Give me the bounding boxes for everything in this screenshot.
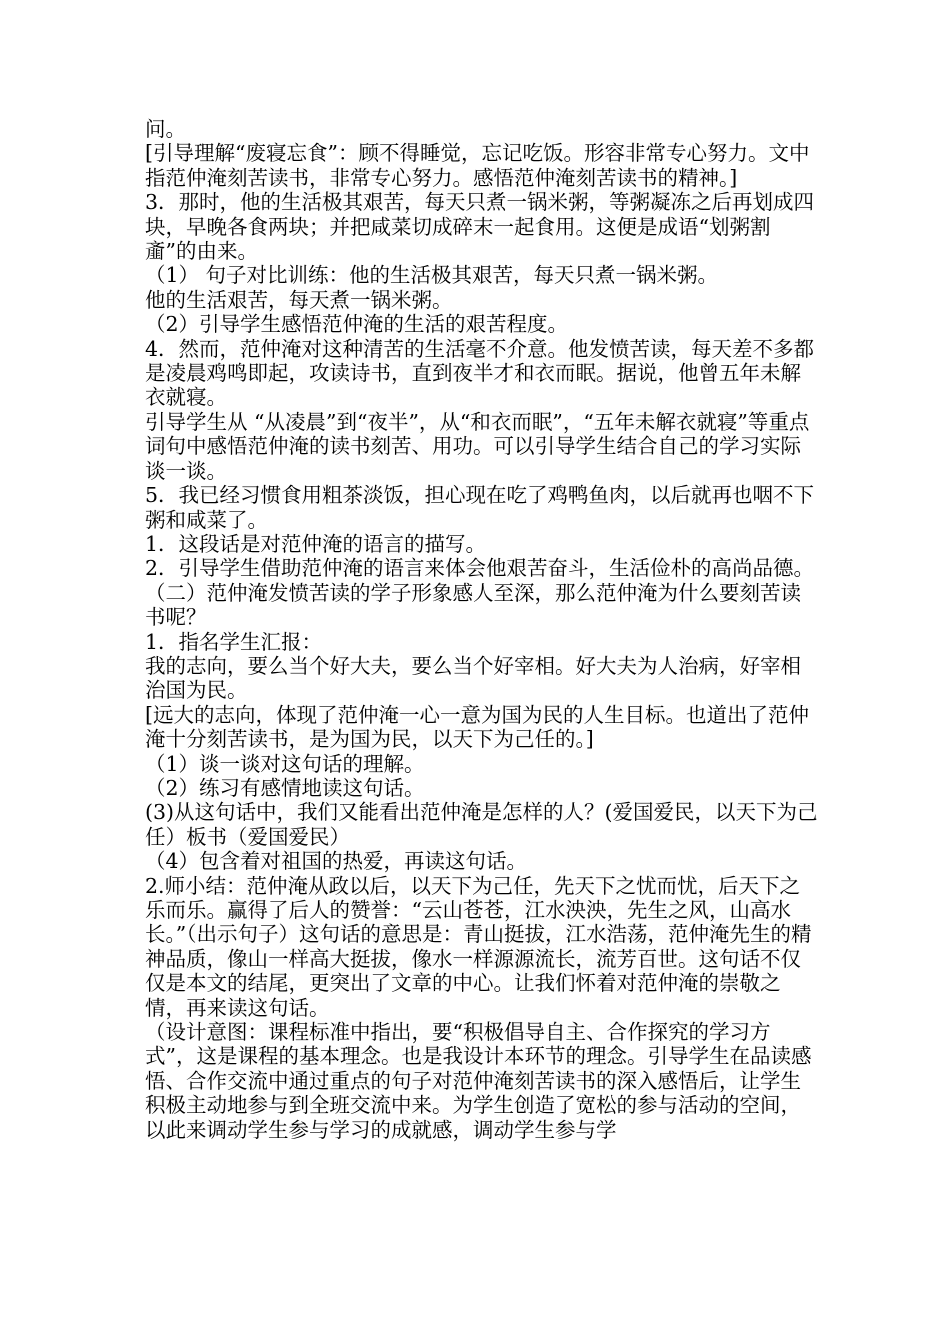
paragraph-ambition-note: [远大的志向，体现了范仲淹一心一意为国为民的人生目标。也道出了范仲淹十分刻苦读书，是为国为民，以天下为己任的。] (145, 702, 809, 752)
paragraph-guide-hardship: （2）引导学生感悟范仲淹的生活的艰苦程度。 (145, 312, 569, 337)
paragraph-note-1: 1．这段话是对范仲淹的语言的描写。 (145, 531, 487, 556)
paragraph-point-3: 3．那时，他的生活极其艰苦，每天只煮一锅米粥，等粥凝冻之后再划成四块，早晚各食两块；并把咸菜切成碎末一起食用。这便是成语“划粥割齑”的由来。 (145, 190, 815, 264)
paragraph-task-1: （1）谈一谈对这句话的理解。 (145, 751, 425, 776)
paragraph-report: 1．指名学生汇报： (145, 629, 323, 654)
paragraph-design-intent: （设计意图：课程标准中指出，要“积极倡导自主、合作探究的学习方式”，这是课程的基本理念。也是我设计本环节的理念。引导学生在品读感悟、合作交流中通过重点的句子对范仲淹刻苦读书的深入感悟后，让学生积极主动地参与到全班交流中来。为学生创造了宽松的参与活动的空间，以此来调动学生参与学习的成就感，调动学生参与学 (145, 1020, 812, 1142)
paragraph-sentence-compare: （1） 句子对比训练：他的生活极其艰苦，每天只煮一锅米粥。 (145, 263, 719, 288)
paragraph-teacher-summary: 2.师小结：范仲淹从政以后，以天下为己任，先天下之忧而忧，后天下之乐而乐。赢得了后人的赞誉：“云山苍苍，江水泱泱，先生之风，山高水长。”（出示句子）这句话的意思是：青山挺拔，江水浩荡，范仲淹先生的精神品质，像山一样高大挺拔，像水一样源源流长，流芳百世。这句话不仅仅是本文的结尾，更突出了文章的中心。让我们怀着对范仲淹的崇敬之情，再来读这句话。 (145, 873, 812, 1020)
paragraph-point-4: 4．然而，范仲淹对这种清苦的生活毫不介意。他发愤苦读，每天差不多都是凌晨鸡鸣即起，攻读诗书，直到夜半才和衣而眠。据说，他曾五年未解衣就寝。 (145, 336, 815, 410)
paragraph-task-4: （4）包含着对祖国的热爱，再读这句话。 (145, 849, 528, 874)
paragraph-ambition-quote: 我的志向，要么当个好大夫，要么当个好宰相。好大夫为人治病，好宰相治国为民。 (145, 653, 801, 703)
paragraph-sentence-simple: 他的生活艰苦，每天煮一锅米粥。 (145, 287, 453, 312)
document-body (145, 117, 820, 1142)
paragraph-guide-feiqin: [引导理解“废寝忘食”：顾不得睡觉，忘记吃饭。形容非常专心努力。文中指范仲淹刻苦读书，非常专心努力。感悟范仲淹刻苦读书的精神。] (145, 141, 810, 190)
paragraph-point-5: 5．我已经习惯食用粗茶淡饭，担心现在吃了鸡鸭鱼肉，以后就再也咽不下粥和咸菜了。 (145, 483, 815, 532)
paragraph-section-2: （二）范仲淹发愤苦读的学子形象感人至深，那么范仲淹为什么要刻苦读书呢？ (145, 580, 801, 630)
paragraph-continuation: 问。 (145, 117, 186, 141)
paragraph-guide-diligence: 引导学生从 “从凌晨”到“夜半”，从“和衣而眠”，“五年未解衣就寝”等重点词句中感悟范仲淹的读书刻苦、用功。可以引导学生结合自己的学习实际谈一谈。 (145, 409, 810, 483)
paragraph-task-3: (3)从这句话中，我们又能看出范仲淹是怎样的人？(爱国爱民，以天下为己任）板书（爱国爱民） (145, 800, 818, 849)
paragraph-task-2: （2）练习有感情地读这句话。 (145, 775, 425, 800)
paragraph-note-2: 2．引导学生借助范仲淹的语言来体会他艰苦奋斗，生活俭朴的高尚品德。 (145, 556, 815, 581)
